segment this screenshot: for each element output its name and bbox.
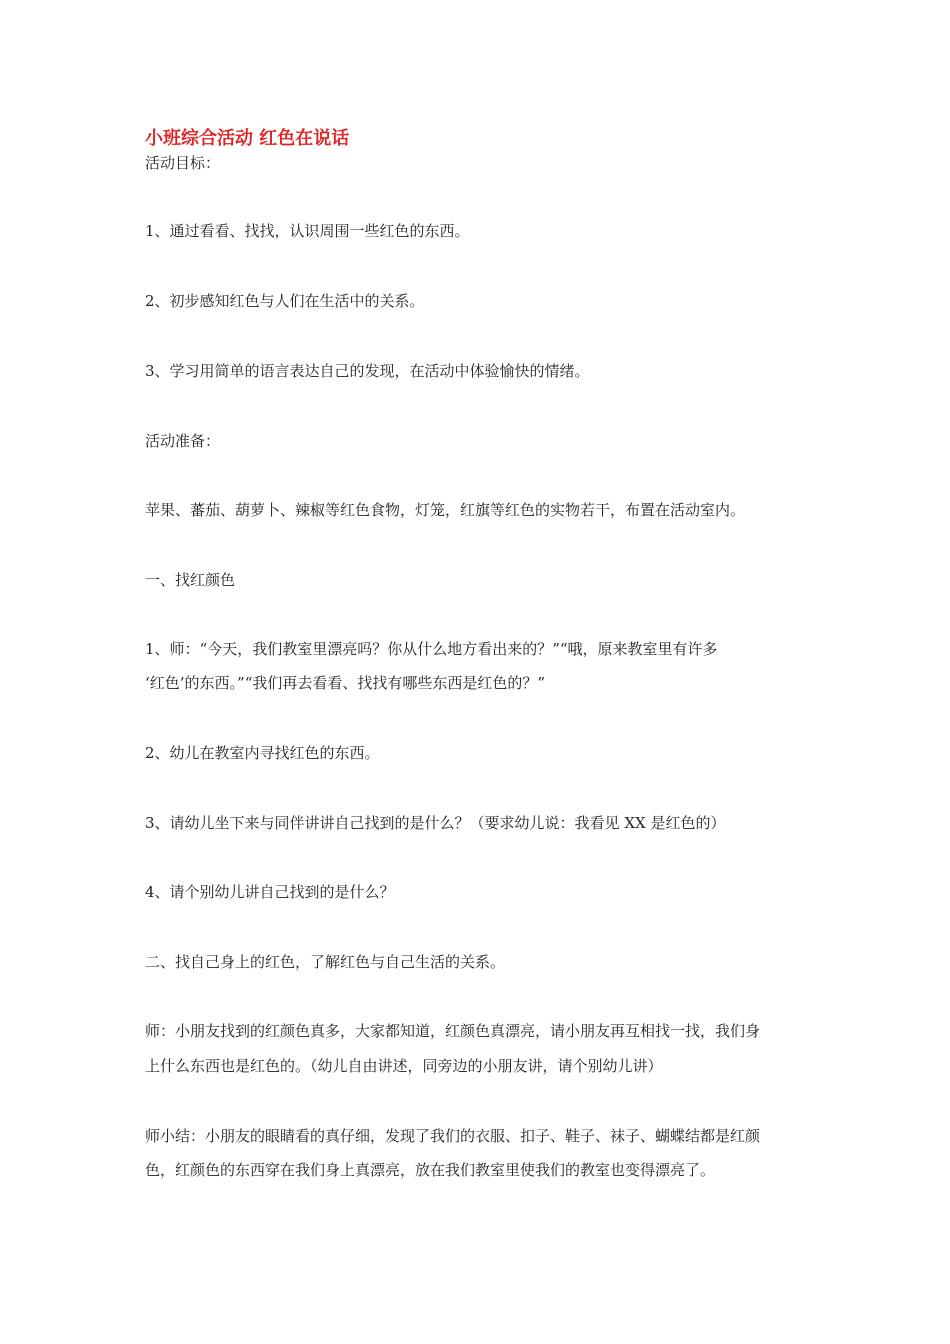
prep-text: 苹果、蕃茄、葫萝卜、辣椒等红色食物，灯笼，红旗等红色的实物若干，布置在活动室内。 — [145, 501, 746, 519]
part1-step2: 2、幼儿在教室内寻找红色的东西。 — [145, 744, 380, 762]
part2-summary-line2: 色，红颜色的东西穿在我们身上真漂亮，放在我们教室里使我们的教室也变得漂亮了。 — [145, 1161, 716, 1179]
part2-summary-line1: 师小结：小朋友的眼睛看的真仔细，发现了我们的衣服、扣子、鞋子、袜子、蝴蝶结都是红颜 — [145, 1127, 761, 1145]
document-title: 小班综合活动 红色在说话 — [145, 128, 350, 149]
part2-teacher-line1: 师：小朋友找到的红颜色真多，大家都知道，红颜色真漂亮，请小朋友再互相找一找，我们身 — [145, 1022, 761, 1040]
goal-item-1: 1、通过看看、找找，认识周围一些红色的东西。 — [145, 222, 470, 240]
part1-step4: 4、请个别幼儿讲自己找到的是什么？ — [145, 883, 395, 901]
part1-step3: 3、请幼儿坐下来与同伴讲讲自己找到的是什么？（要求幼儿说：我看见 XX 是红色的） — [145, 814, 726, 832]
prep-heading: 活动准备： — [145, 432, 221, 450]
goals-heading: 活动目标： — [145, 154, 221, 172]
part1-step1-line1: 1、师：“今天，我们教室里漂亮吗？你从什么地方看出来的？”“哦，原来教室里有许多 — [145, 640, 718, 658]
part2-heading: 二、找自己身上的红色，了解红色与自己生活的关系。 — [145, 953, 506, 971]
part1-step1-line2: ‘红色’的东西。”“我们再去看看、找找有哪些东西是红色的？” — [145, 674, 546, 692]
goal-item-2: 2、初步感知红色与人们在生活中的关系。 — [145, 292, 425, 310]
goal-item-3: 3、学习用简单的语言表达自己的发现，在活动中体验愉快的情绪。 — [145, 362, 590, 380]
part2-teacher-line2: 上什么东西也是红色的。（幼儿自由讲述，同旁边的小朋友讲，请个别幼儿讲） — [145, 1057, 663, 1075]
part1-heading: 一、找红颜色 — [145, 571, 236, 589]
